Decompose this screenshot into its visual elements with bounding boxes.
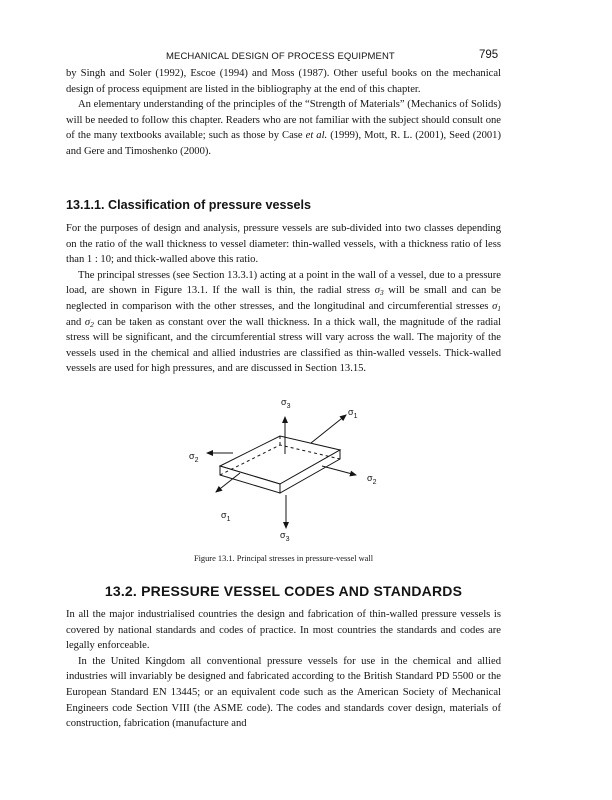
class-p2-text-a: The principal stresses (see Section 13.3.1) acting at a point in the wall of a vessel, due to a pressure load, are shown in Figure 13.1. If the wall is thin, the radial stress bbox=[66, 269, 501, 297]
wall-element bbox=[220, 436, 340, 493]
sigma-1-inline: $\sigma_1$ bbox=[492, 300, 501, 313]
intro-p2-text-b: (1999), Mott, R. L. (2001), Seed (2001) and Gere and Timoshenko (2000). bbox=[66, 130, 502, 157]
section-heading-13-1-1: 13.1.1. Classification of pressure vessels bbox=[66, 198, 312, 212]
codes-standards-text bbox=[66, 607, 501, 732]
class-p2-text-d: can be taken as constant over the wall thickness. In a thick wall, the magnitude of the radial stress will be significant, and the circumferential stress will vary across the wall. The majority of the vessels used in the chemical and allied industries are classified as thin-walled vessels. Thick-walled vessels are used for high pressures, and are discussed in Section 13.15. bbox=[66, 316, 501, 375]
sigma-3-top-label: $\sigma_3$ bbox=[281, 397, 291, 410]
sigma-1-top-label: $\sigma_1$ bbox=[348, 407, 358, 420]
sigma-2-inline: $\sigma_2$ bbox=[84, 316, 94, 329]
sigma-2-right-label: $\sigma_2$ bbox=[367, 473, 377, 486]
intro-paragraph-2 bbox=[66, 97, 501, 159]
codes-paragraph-1: In all the major industrialised countries the design and fabrication of thin-walled pressure vessels is covered by national standards and codes of practice. In most countries the standards and codes are legally enforceable. bbox=[66, 609, 501, 652]
sigma-3-bottom-label: $\sigma_3$ bbox=[280, 530, 290, 543]
class-p2-text-c: and bbox=[66, 316, 85, 328]
sigma-3-inline: $\sigma_3$ bbox=[374, 285, 384, 298]
sigma-1-bottom-label: $\sigma_1$ bbox=[221, 510, 231, 523]
sigma-2-left-label: $\sigma_2$ bbox=[189, 451, 199, 464]
class-p2-text-b: will be small and can be neglected in comparison with the other stresses, and the longitudinal and circumferential stresses bbox=[66, 285, 501, 312]
intro-paragraph-1: by Singh and Soler (1992), Escoe (1994) and Moss (1987). Other useful books on the mechanical design of process equipment are listed in the bibliography at the end of this chapter. bbox=[66, 68, 501, 95]
running-head: MECHANICAL DESIGN OF PROCESS EQUIPMENT bbox=[166, 51, 395, 62]
classification-text bbox=[66, 221, 501, 377]
classification-paragraph-1: For the purposes of design and analysis, pressure vessels are sub-divided into two classes depending on the ratio of the wall thickness to vessel diameter: thin-walled vessels, with a thickness ratio of less than 1 : 10; and thick-walled above this ratio. bbox=[66, 223, 501, 266]
section-heading-13-2: 13.2. PRESSURE VESSEL CODES AND STANDARDS bbox=[104, 583, 463, 599]
page-number: 795 bbox=[479, 49, 499, 61]
classification-paragraph-2 bbox=[66, 268, 501, 377]
sigma-1-up-arrow bbox=[311, 415, 346, 443]
intro-text bbox=[66, 66, 501, 160]
principal-stresses-figure bbox=[160, 394, 410, 544]
intro-p2-text-a: An elementary understanding of the principles of the “Strength of Materials” (Mechanics of Solids) will be needed to follow this chapter. Readers who are not familiar with the subject should consult one of the many textbooks available; such as those by Case bbox=[66, 99, 501, 142]
codes-paragraph-2: In the United Kingdom all conventional pressure vessels for use in the chemical and allied industries will invariably be designed and fabricated according to the British Standard PD 5500 or the European Standard EN 13445; or an equivalent code such as the American Society of Mechanical Engineers code Section VIII (the ASME code). The codes and standards cover design, materials of construction, fabrication (manufacture and bbox=[66, 655, 501, 730]
sigma-2-right-arrow bbox=[322, 466, 356, 475]
intro-p2-etal: et al. bbox=[305, 130, 328, 142]
figure-caption: Figure 13.1. Principal stresses in pressure-vessel wall bbox=[193, 554, 374, 563]
